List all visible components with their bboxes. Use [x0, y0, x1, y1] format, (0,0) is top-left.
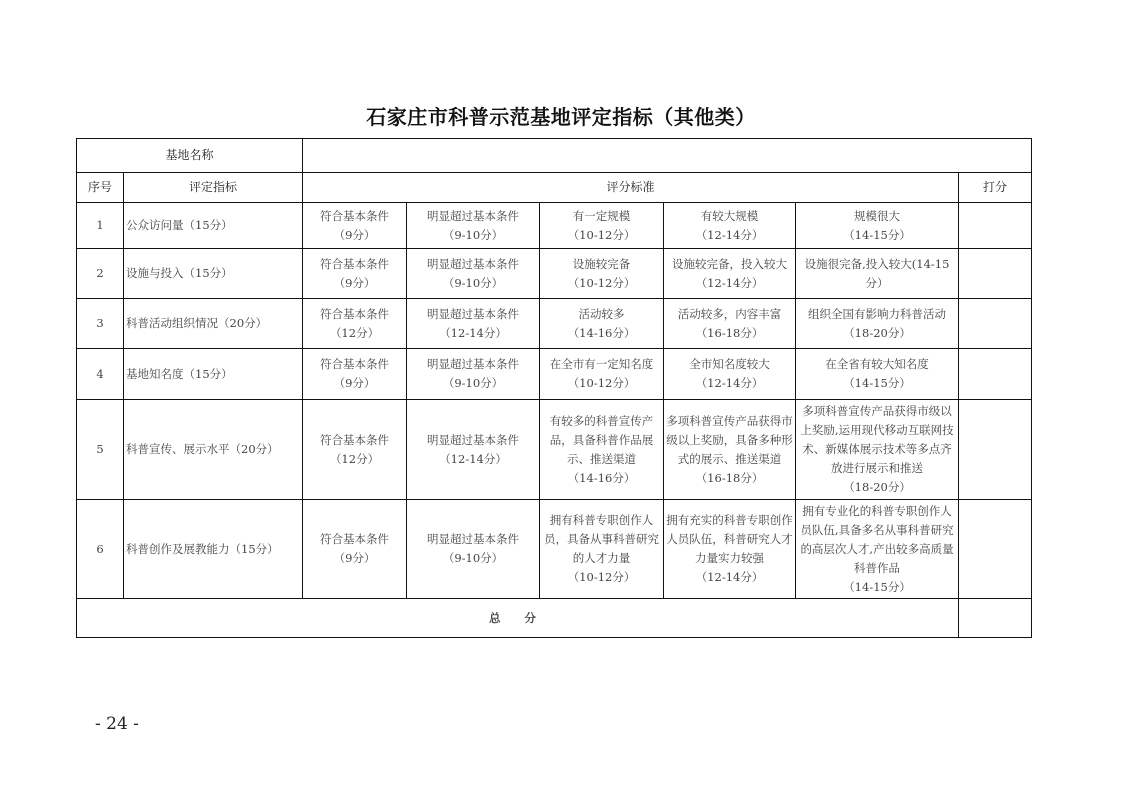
level-points: （14-16分）	[567, 325, 636, 340]
level-text: 有较多的科普宣传产品，具备科普作品展示、推送渠道	[549, 413, 654, 466]
level-points: （9分）	[333, 376, 376, 390]
level-cell	[664, 349, 796, 400]
level-text: 符合基本条件	[320, 357, 390, 371]
level-points: （12-14分）	[439, 325, 507, 340]
header-row	[77, 173, 1032, 203]
level-text: 设施较完备	[572, 256, 631, 271]
level-cell	[664, 299, 796, 349]
level-text: 明显超过基本条件	[427, 532, 520, 546]
level-cell	[540, 249, 664, 299]
level-text: 多项科普宣传产品获得市级以上奖励,运用现代移动互联网技术、新媒体展示技术等多点齐放进行展示和推送	[800, 404, 954, 475]
document-title: 石家庄市科普示范基地评定指标（其他类）	[366, 105, 756, 129]
level-text: 有一定规模	[572, 208, 631, 223]
level-text: 在全市有一定知名度	[549, 357, 654, 371]
level-cell	[664, 203, 796, 249]
level-points: （12-14分）	[695, 376, 764, 390]
row-indicator: 科普活动组织情况（20分）	[124, 299, 303, 349]
level-cell	[407, 349, 540, 400]
level-text: 符合基本条件	[320, 532, 390, 546]
level-cell	[303, 349, 407, 400]
row-seq: 2	[77, 249, 124, 299]
level-text: 组织全国有影响力科普活动	[808, 306, 947, 321]
level-points: （9分）	[333, 227, 376, 242]
level-text: 明显超过基本条件	[427, 256, 520, 271]
level-points: （10-12分）	[567, 227, 636, 242]
level-points: （12-14分）	[695, 570, 764, 584]
row-seq: 5	[77, 400, 124, 500]
base-name-row	[77, 139, 1032, 173]
level-cell	[540, 500, 664, 599]
level-cell	[303, 299, 407, 349]
level-points: （9分）	[333, 551, 376, 565]
score-cell[interactable]	[959, 203, 1032, 249]
level-cell	[796, 249, 959, 299]
base-name-value[interactable]	[303, 139, 1032, 173]
level-text: 拥有科普专职创作人员，具备从事科普研究的人才力量	[544, 513, 660, 565]
level-points: （14-15分）	[843, 227, 911, 242]
table-row	[77, 299, 1032, 349]
level-text: 设施较完备，投入较大	[672, 256, 788, 271]
level-cell	[796, 500, 959, 599]
level-text: 拥有充实的科普专职创作人员队伍，科普研究人才力量实力较强	[666, 513, 793, 565]
level-text: 拥有专业化的科普专职创作人员队伍,具备多名从事科普研究的高层次人才,产出较多高质量科普作品	[800, 503, 954, 575]
level-text: 有较大规模	[700, 208, 759, 223]
level-cell	[407, 299, 540, 349]
level-points: （12-14分）	[439, 451, 507, 466]
level-cell	[540, 203, 664, 249]
score-cell[interactable]	[959, 400, 1032, 500]
level-text: 明显超过基本条件	[427, 432, 520, 447]
level-text: 全市知名度较大	[689, 357, 770, 371]
score-cell[interactable]	[959, 299, 1032, 349]
row-indicator: 公众访问量（15分）	[124, 203, 303, 249]
total-row	[77, 599, 1032, 638]
level-points: （9-10分）	[442, 227, 504, 242]
total-label: 总 分	[77, 599, 959, 638]
level-cell	[664, 400, 796, 500]
level-points: （10-12分）	[567, 570, 636, 584]
level-points: （14-15分）	[843, 376, 911, 390]
page-number: - 24 -	[95, 714, 139, 734]
level-text: 在全省有较大知名度	[825, 357, 929, 371]
level-text: 符合基本条件	[320, 256, 390, 271]
level-text: 明显超过基本条件	[427, 306, 520, 321]
evaluation-table	[76, 138, 1032, 638]
level-text: 活动较多，内容丰富	[677, 306, 782, 321]
level-text: 符合基本条件	[320, 432, 390, 447]
score-cell[interactable]	[959, 249, 1032, 299]
header-indicator: 评定指标	[124, 173, 303, 203]
row-seq: 4	[77, 349, 124, 400]
level-cell	[796, 203, 959, 249]
level-points: （12-14分）	[695, 227, 764, 242]
level-cell	[796, 349, 959, 400]
level-points: 分）	[865, 275, 889, 290]
level-cell	[303, 400, 407, 500]
total-score-cell[interactable]	[959, 599, 1032, 638]
level-cell	[796, 299, 959, 349]
base-name-label: 基地名称	[77, 139, 303, 173]
level-text: 规模很大	[854, 208, 901, 223]
table-row	[77, 349, 1032, 400]
score-cell[interactable]	[959, 349, 1032, 400]
level-cell	[303, 500, 407, 599]
row-indicator: 基地知名度（15分）	[124, 349, 303, 400]
level-points: （18-20分）	[843, 325, 911, 340]
row-seq: 3	[77, 299, 124, 349]
level-points: （12分）	[329, 325, 380, 340]
level-text: 符合基本条件	[320, 208, 390, 223]
level-cell	[303, 249, 407, 299]
header-seq: 序号	[77, 173, 124, 203]
level-points: （12分）	[329, 451, 380, 466]
row-seq: 6	[77, 500, 124, 599]
level-text: 活动较多	[578, 306, 625, 321]
level-text: 明显超过基本条件	[427, 357, 520, 371]
level-text: 符合基本条件	[320, 306, 390, 321]
score-cell[interactable]	[959, 500, 1032, 599]
table-row	[77, 400, 1032, 500]
level-cell	[540, 349, 664, 400]
row-indicator: 科普宣传、展示水平（20分）	[124, 400, 303, 500]
header-score: 打分	[959, 173, 1032, 203]
row-indicator: 科普创作及展教能力（15分）	[124, 500, 303, 599]
level-points: （9分）	[333, 275, 376, 290]
level-points: （9-10分）	[442, 275, 504, 290]
level-points: （14-16分）	[567, 470, 636, 485]
table-row	[77, 203, 1032, 249]
level-cell	[407, 500, 540, 599]
level-points: （12-14分）	[695, 275, 764, 290]
level-text: 明显超过基本条件	[427, 208, 520, 223]
level-cell	[407, 249, 540, 299]
level-points: （10-12分）	[567, 376, 636, 390]
level-points: （18-20分）	[843, 480, 911, 494]
level-points: （10-12分）	[567, 275, 636, 290]
level-points: （9-10分）	[442, 376, 504, 390]
level-cell	[407, 400, 540, 500]
level-cell	[796, 400, 959, 500]
table-row	[77, 249, 1032, 299]
level-cell	[407, 203, 540, 249]
row-indicator: 设施与投入（15分）	[124, 249, 303, 299]
level-points: （16-18分）	[695, 470, 764, 485]
header-criteria: 评分标准	[303, 173, 959, 203]
level-cell	[540, 400, 664, 500]
table-row	[77, 500, 1032, 599]
level-cell	[303, 203, 407, 249]
level-points: （9-10分）	[442, 551, 504, 565]
level-text: 多项科普宣传产品获得市级以上奖励，具备多种形式的展示、推送渠道	[666, 413, 793, 466]
level-cell	[540, 299, 664, 349]
level-cell	[664, 249, 796, 299]
row-seq: 1	[77, 203, 124, 249]
level-points: （16-18分）	[695, 325, 764, 340]
level-cell	[664, 500, 796, 599]
level-text: 设施很完备,投入较大(14-15	[804, 256, 950, 271]
level-points: （14-15分）	[843, 579, 911, 594]
